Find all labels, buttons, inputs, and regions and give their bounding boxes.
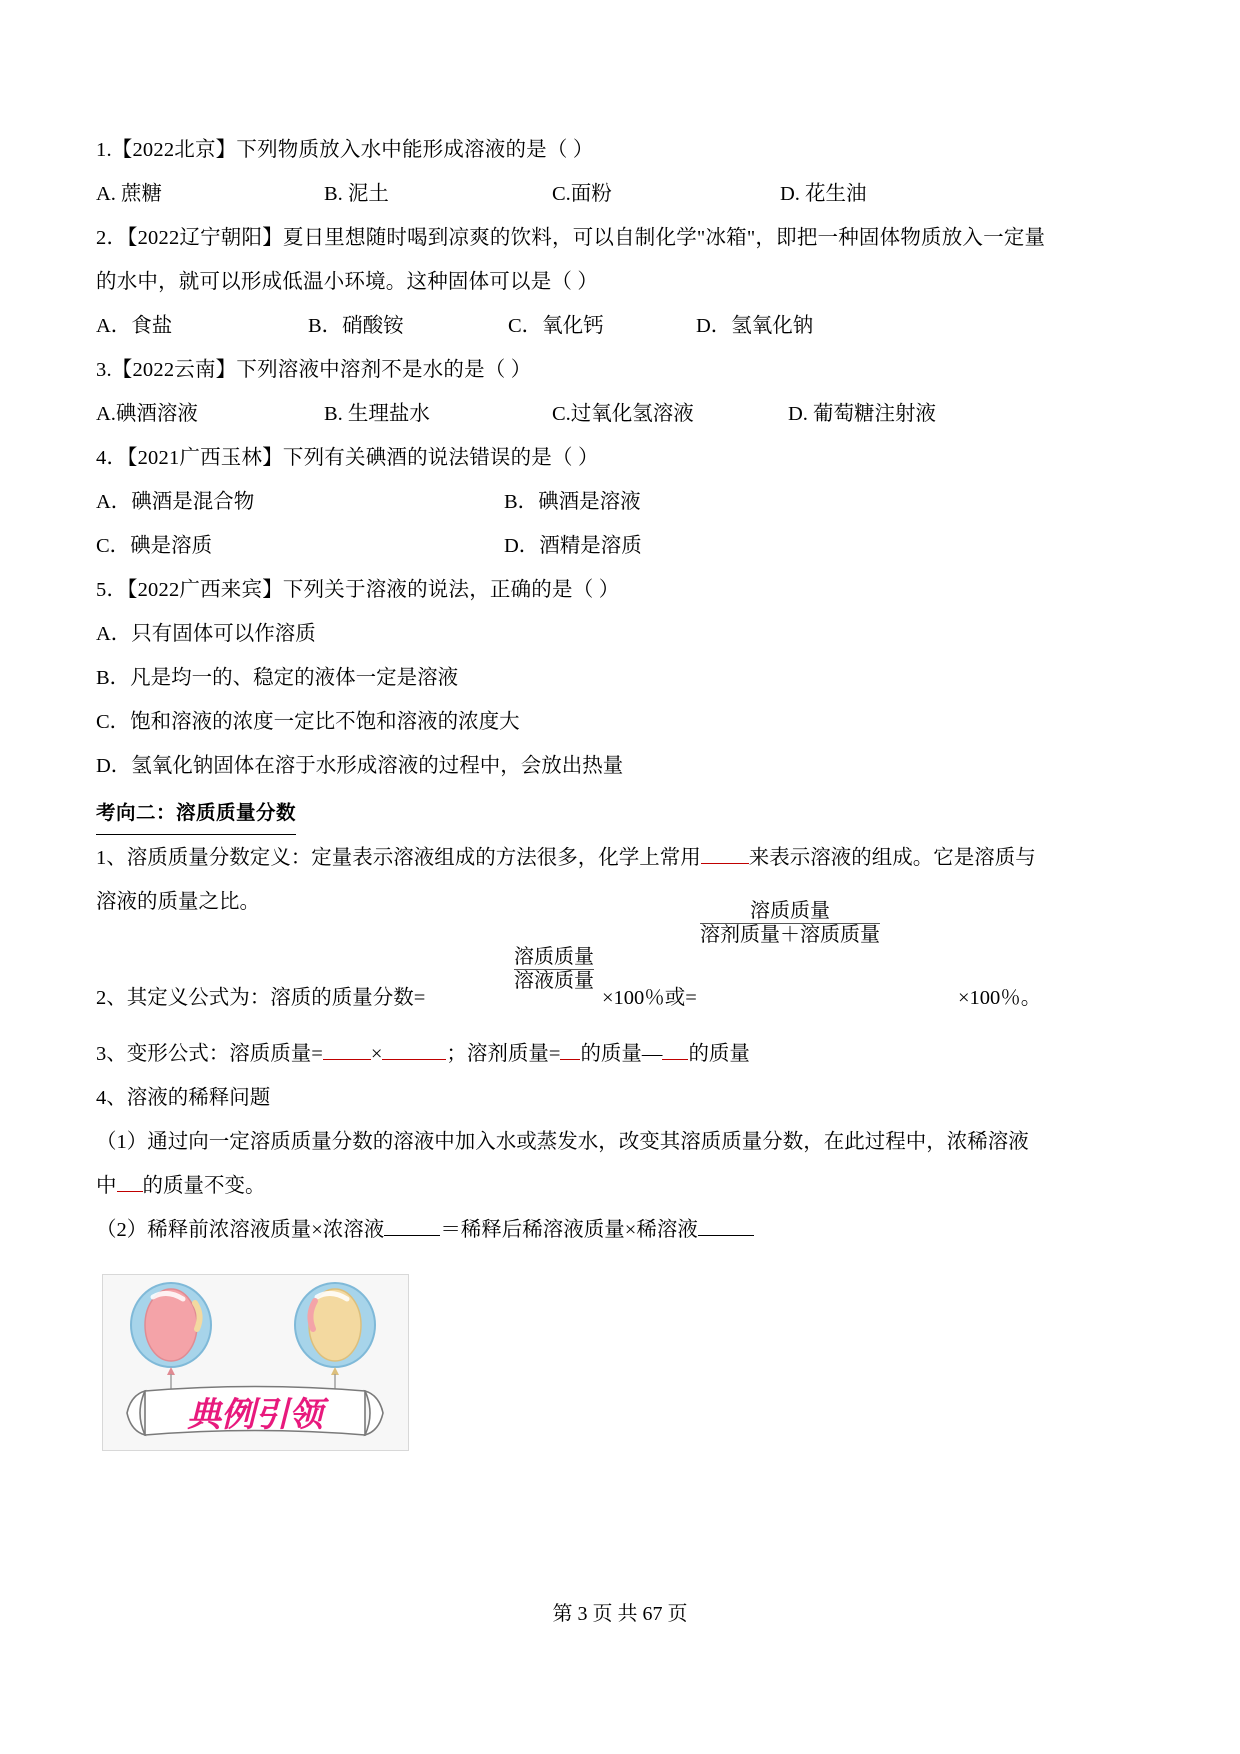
fraction-definition-1 (514, 946, 594, 993)
option-b: B. 生理盐水 (324, 403, 430, 425)
option-d: D．酒精是溶质 (504, 535, 642, 557)
section-heading: 考向二：溶质质量分数 (96, 794, 296, 835)
section-item-4-title: 4、溶液的稀释问题 (96, 1087, 271, 1109)
fraction-definition-2 (700, 900, 880, 947)
fraction-2-denominator: 溶剂质量＋溶质质量 (700, 923, 880, 946)
item-2-mid: ×100％或= (602, 987, 697, 1009)
option-c: C.面粉 (552, 183, 612, 205)
question-5-options (96, 612, 1164, 788)
page-footer: 第 3 页 共 67 页 (552, 1603, 688, 1625)
option-d: D．氢氧化钠固体在溶于水形成溶液的过程中，会放出热量 (96, 755, 624, 777)
sub-1-line-2-before: 中 (96, 1175, 117, 1197)
option-a: A．食盐 (96, 315, 173, 337)
section-item-1 (96, 836, 1164, 880)
fraction-2-numerator: 溶质质量 (750, 900, 830, 922)
option-d: D．氢氧化钠 (696, 315, 814, 337)
banner-label: 典例引领 (187, 1395, 323, 1435)
item-1-text-after: 来表示溶液的组成。它是溶质与 (748, 847, 1036, 869)
option-a: A．只有固体可以作溶质 (96, 623, 316, 645)
blank-concentrated-fraction[interactable] (384, 1235, 440, 1236)
section-item-4-sub-1-line-1: （1）通过向一定溶质质量分数的溶液中加入水或蒸发水，改变其溶质质量分数，在此过程中，浓稀溶液 (96, 1131, 1029, 1153)
section-item-4-sub-2 (96, 1208, 1164, 1252)
blank-solute-mass-a[interactable] (323, 1059, 371, 1060)
item-3-part-4: 的质量— (580, 1043, 663, 1065)
item-3-part-2: × (370, 1043, 383, 1065)
question-1-stem: 1.【2022北京】下列物质放入水中能形成溶液的是（ ） (96, 139, 594, 161)
typical-example-illustration (102, 1274, 409, 1451)
option-c: C.过氧化氢溶液 (552, 403, 694, 425)
question-4-options-row-2 (96, 524, 1164, 568)
sub-2-part-1: （2）稀释前浓溶液质量×浓溶液 (96, 1219, 385, 1241)
section-heading-wrapper (96, 788, 1164, 836)
item-3-part-5: 的质量 (688, 1043, 750, 1065)
option-d: D. 花生油 (780, 183, 867, 205)
item-3-part-1: 3、变形公式：溶质质量= (96, 1043, 323, 1065)
question-2-stem-line-1: 2．【2022辽宁朝阳】夏日里想随时喝到凉爽的饮料，可以自制化学"冰箱"，即把一种固体物质放入一定量 (96, 227, 1046, 249)
question-5-stem: 5．【2022广西来宾】下列关于溶液的说法，正确的是（ ） (96, 579, 620, 601)
balloons-banner-graphic (103, 1275, 408, 1450)
option-a: A.碘酒溶液 (96, 403, 198, 425)
question-4-stem: 4．【2021广西玉林】下列有关碘酒的说法错误的是（ ） (96, 447, 599, 469)
option-c: C．饱和溶液的浓度一定比不饱和溶液的浓度大 (96, 711, 520, 733)
blank-solvent-mass-a[interactable] (560, 1059, 580, 1060)
question-3-options (96, 392, 1164, 436)
question-3-stem: 3.【2022云南】下列溶液中溶剂不是水的是（ ） (96, 359, 532, 381)
blank-solvent-mass-b[interactable] (662, 1059, 688, 1060)
option-c: C．碘是溶质 (96, 535, 213, 557)
option-b: B．硝酸铵 (308, 315, 404, 337)
question-2-options (96, 304, 1164, 348)
sub-2-part-2: ＝稀释后稀溶液质量×稀溶液 (440, 1219, 698, 1241)
sub-1-line-2-after: 的质量不变。 (142, 1175, 266, 1197)
item-3-part-3: ；溶剂质量= (446, 1043, 561, 1065)
fraction-1-denominator: 溶液质量 (514, 969, 594, 992)
question-2-stem-line-2: 的水中，就可以形成低温小环境。这种固体可以是（ ） (96, 271, 599, 293)
option-d: D. 葡萄糖注射液 (788, 403, 937, 425)
item-2-suffix: ×100％。 (958, 987, 1042, 1009)
blank-definition[interactable] (701, 863, 749, 864)
section-item-4-sub-1-line-2 (96, 1164, 1164, 1208)
item-2-prefix: 2、其定义公式为：溶质的质量分数= (96, 987, 426, 1009)
option-a: A. 蔗糖 (96, 183, 163, 205)
blank-dilute-fraction[interactable] (698, 1235, 754, 1236)
option-b: B．碘酒是溶液 (504, 491, 641, 513)
section-item-3 (96, 1032, 1164, 1076)
option-b: B. 泥土 (324, 183, 389, 205)
page-content (96, 128, 1164, 1451)
question-4-options-row-1 (96, 480, 1164, 524)
section-item-1-line-2: 溶液的质量之比。 (96, 891, 260, 913)
option-c: C．氧化钙 (508, 315, 604, 337)
question-1-options (96, 172, 1164, 216)
option-a: A．碘酒是混合物 (96, 491, 255, 513)
option-b: B．凡是均一的、稳定的液体一定是溶液 (96, 667, 459, 689)
blank-solute-mass-b[interactable] (382, 1059, 446, 1060)
fraction-1-numerator: 溶质质量 (514, 946, 594, 968)
item-1-text-before: 1、溶质质量分数定义：定量表示溶液组成的方法很多，化学上常用 (96, 847, 701, 869)
blank-constant-mass[interactable] (117, 1191, 143, 1192)
